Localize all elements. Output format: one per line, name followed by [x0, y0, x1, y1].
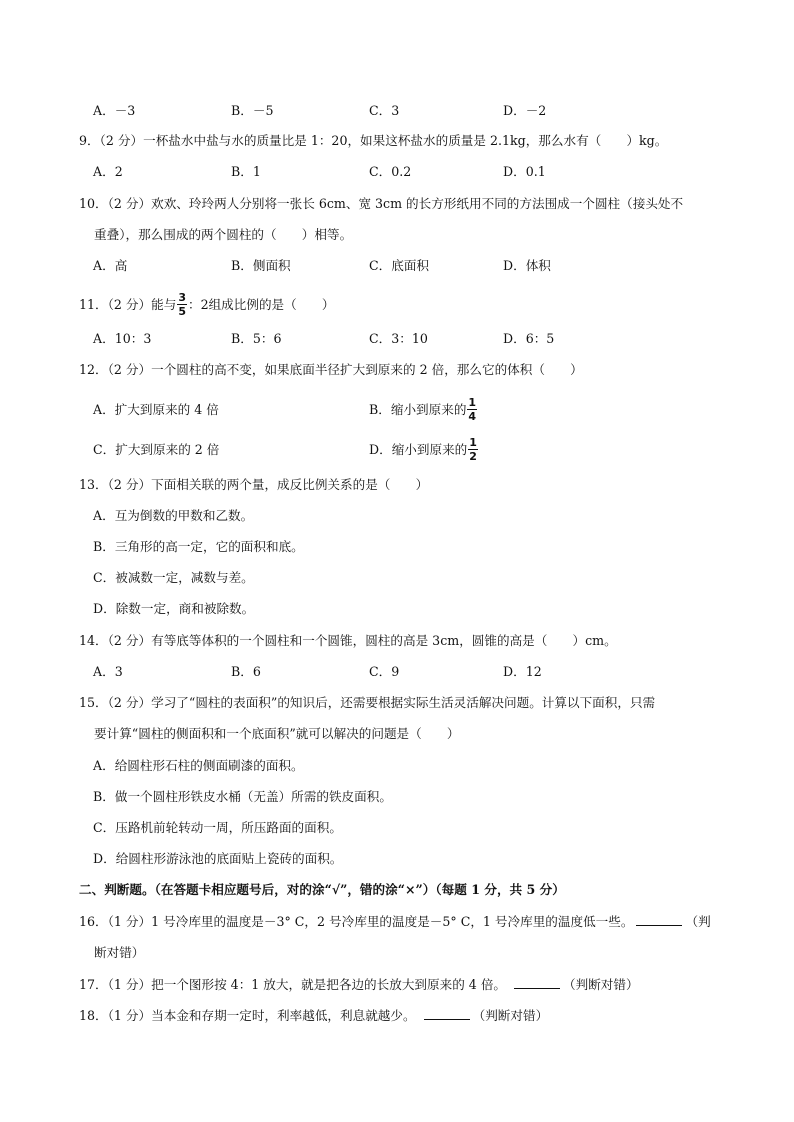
q15-text-line1: 15．（2 分）学习了“圆柱的表面积”的知识后，还需要根据实际生活灵活解决问题。计算以下面积，只需 [79, 695, 656, 710]
section-2-title: 二、判断题。（在答题卡相应题号后，对的涂“√”，错的涂“×”）（每题 1 分，共 5 分） [79, 882, 565, 897]
q10-text-line2: 重叠），那么围成的两个圆柱的（ ）相等。 [94, 227, 353, 242]
q9-option-b: B．1 [231, 164, 261, 179]
q18-text: 18．（1 分）当本金和存期一定时，利率越低，利息就越少。 （判断对错） [79, 1005, 548, 1027]
q13-option-b: B．三角形的高一定，它的面积和底。 [93, 539, 304, 554]
q12-options-row1 [0, 396, 794, 424]
q16-text-line1: 16．（1 分）1 号冷库里的温度是－3° C，2 号冷库里的温度是－5° C，1 号冷库里的温度低一些。 （判 [79, 911, 711, 933]
q11-option-c: C．3：10 [369, 331, 428, 346]
q11-option-d: D．6：5 [503, 331, 555, 346]
q14-text: 14．（2 分）有等底等体积的一个圆柱和一个圆锥，圆柱的高是 3cm，圆锥的高是（ ）cm。 [79, 633, 617, 648]
q17-text: 17．（1 分）把一个图形按 4：1 放大，就是把各边的长放大到原来的 4 倍。 （判断对错） [79, 974, 639, 996]
q10-options [0, 255, 794, 277]
q16-text-line2: 断对错） [94, 945, 145, 960]
q13-stem [0, 474, 794, 496]
q11-option-a: A．10：3 [93, 331, 152, 346]
q15-option-c: C．压路机前轮转动一周，所压路面的面积。 [93, 820, 342, 835]
q13-option-d: D．除数一定，商和被除数。 [93, 601, 255, 616]
q18-answer-blank[interactable] [424, 1005, 470, 1020]
q15-stem-line2 [0, 723, 794, 745]
q11-options [0, 328, 794, 350]
q9-option-c: C．0.2 [369, 164, 412, 179]
q12-option-a: A．扩大到原来的 4 倍 [93, 402, 219, 417]
q10-option-b: B．侧面积 [231, 258, 291, 273]
q13-option-a-line [0, 505, 794, 527]
q12-options-row2 [0, 436, 794, 464]
q10-stem-line2 [0, 224, 794, 246]
q8-option-c: C．3 [369, 103, 400, 118]
q9-text: 9．（2 分）一杯盐水中盐与水的质量比是 1：20，如果这杯盐水的质量是 2.1kg，那么水有（ ）kg。 [79, 133, 668, 148]
q16-stem-line2 [0, 942, 794, 964]
q14-stem [0, 630, 794, 652]
q11-stem [0, 292, 794, 318]
q11-fraction: $\frac{3}{5}$ [178, 291, 186, 318]
q15-option-b-line [0, 786, 794, 808]
q11-option-b: B．5：6 [231, 331, 282, 346]
q16-stem-line1 [0, 911, 794, 933]
q13-option-a: A．互为倒数的甲数和乙数。 [93, 508, 254, 523]
q15-stem-line1 [0, 692, 794, 714]
q17-stem [0, 974, 794, 996]
q17-answer-blank[interactable] [514, 974, 560, 989]
q12-text: 12．（2 分）一个圆柱的高不变，如果底面半径扩大到原来的 2 倍，那么它的体积（ ） [79, 362, 583, 377]
q10-option-d: D．体积 [503, 258, 551, 273]
q15-option-d-line [0, 848, 794, 870]
q15-option-d: D．给圆柱形游泳池的底面贴上瓷砖的面积。 [93, 851, 343, 866]
q15-text-line2: 要计算“圆柱的侧面积和一个底面积”就可以解决的问题是（ ） [94, 726, 460, 741]
q11-text: 11．（2 分）能与 $\frac{3}{5}$ ：2组成比例的是（ ） [79, 291, 335, 318]
q14-option-b: B．6 [231, 664, 261, 679]
q13-option-c-line [0, 567, 794, 589]
q12-option-c: C．扩大到原来的 2 倍 [93, 442, 220, 457]
q9-option-d: D．0.1 [503, 164, 546, 179]
q9-option-a: A．2 [93, 164, 123, 179]
q10-option-c: C．底面积 [369, 258, 430, 273]
q13-text: 13．（2 分）下面相关联的两个量，成反比例关系的是（ ） [79, 477, 429, 492]
q15-option-b: B．做一个圆柱形铁皮水桶（无盖）所需的铁皮面积。 [93, 789, 392, 804]
section-2-heading [0, 879, 794, 901]
q15-option-c-line [0, 817, 794, 839]
q15-option-a: A．给圆柱形石柱的侧面刷漆的面积。 [93, 758, 304, 773]
q8-option-d: D．－2 [503, 103, 547, 118]
q13-option-b-line [0, 536, 794, 558]
q12-option-d-fraction: $\frac{1}{2}$ [469, 436, 477, 463]
q10-text-line1: 10．（2 分）欢欢、玲玲两人分别将一张长 6cm、宽 3cm 的长方形纸用不同的方法围成一个圆柱（接头处不 [79, 196, 684, 211]
q12-option-b-fraction: $\frac{1}{4}$ [468, 396, 477, 423]
q9-options [0, 161, 794, 183]
q18-stem [0, 1005, 794, 1027]
q13-option-d-line [0, 598, 794, 620]
q8-option-b: B．－5 [231, 103, 274, 118]
q12-option-d: D．缩小到原来的 $\frac{1}{2}$ [369, 436, 477, 463]
q15-option-a-line [0, 755, 794, 777]
q9-stem [0, 130, 794, 152]
q14-option-c: C．9 [369, 664, 400, 679]
q16-answer-blank[interactable] [636, 911, 682, 926]
q14-option-a: A．3 [93, 664, 123, 679]
q12-option-b: B．缩小到原来的 $\frac{1}{4}$ [369, 396, 477, 423]
q10-stem-line1 [0, 193, 794, 215]
q14-options [0, 661, 794, 683]
q10-option-a: A．高 [93, 258, 128, 273]
q13-option-c: C．被减数一定，减数与差。 [93, 570, 254, 585]
q12-stem [0, 359, 794, 381]
q8-options [0, 100, 794, 122]
q14-option-d: D．12 [503, 664, 542, 679]
q8-option-a: A．－3 [93, 103, 136, 118]
